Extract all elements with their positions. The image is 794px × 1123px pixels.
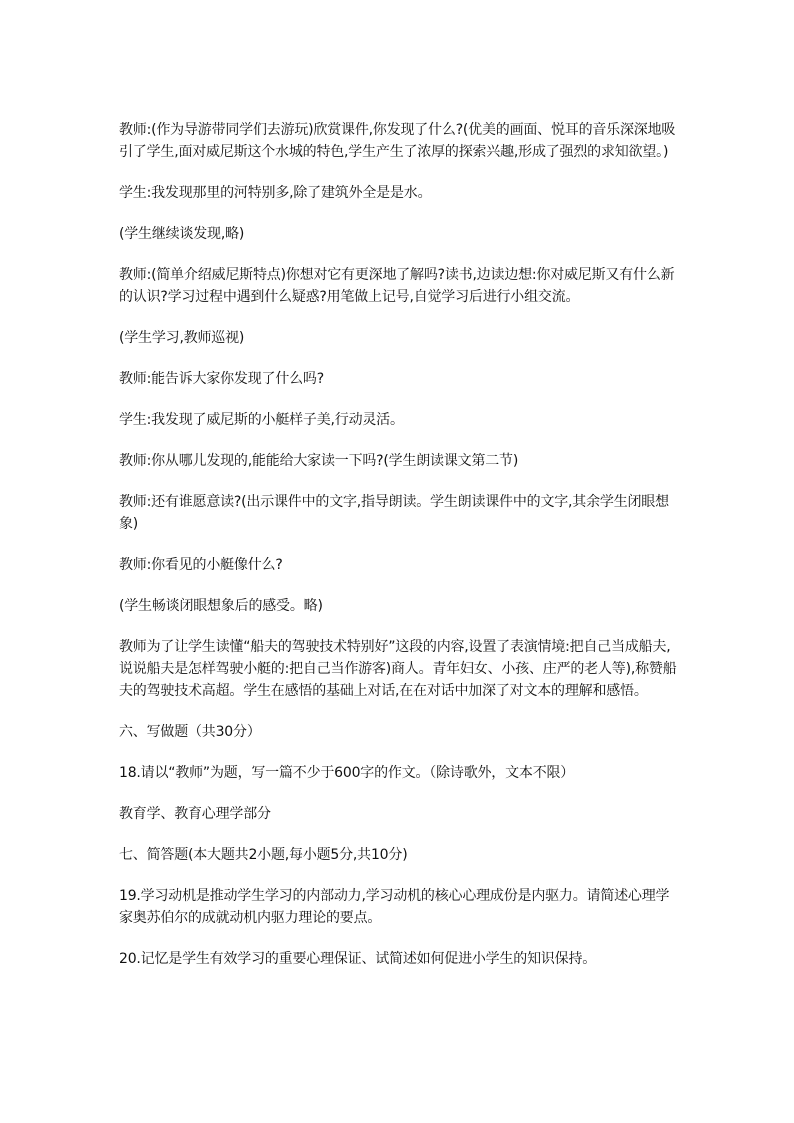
section-heading-short-answer: 七、简答题(本大题共2小题,每小题5分,共10分): [119, 847, 408, 863]
paragraph-teacher-ask: 教师:能告诉大家你发现了什么吗?: [119, 371, 324, 387]
paragraph-student-boat: 学生:我发现了威尼斯的小艇样子美,行动灵活。: [119, 412, 404, 428]
paragraph-teacher-roleplay: 教师为了让学生读懂“船夫的驾驶技术特别好”这段的内容,设置了表演情境:把自己当成船夫,说说船夫是怎样驾驶小艇的:把自己当作游客)商人。青年妇女、小孩、庄严的老人等),称赞船夫的驾驶技术高超。学生在感悟的基础上对话,在在对话中加深了对文本的理解和感悟。: [119, 639, 677, 699]
question-19: 19.学习动机是推动学生学习的内部动力,学习动机的核心心理成份是内驱力。请简述心理学家奥苏伯尔的成就动机内驱力理论的要点。: [119, 888, 670, 926]
document-page: [119, 119, 679, 989]
question-18: 18.请以“教师”为题，写一篇不少于600字的作文。（除诗歌外，文本不限）: [119, 765, 575, 781]
paragraph-teacher-intro: 教师:(作为导游带同学们去游玩)欣赏课件,你发现了什么?(优美的画面、悦耳的音乐深深地吸引了学生,面对威尼斯这个水城的特色,学生产生了浓厚的探索兴趣,形成了强烈的求知欲望。): [119, 122, 676, 160]
section-heading-pedagogy: 教育学、教育心理学部分: [119, 806, 271, 822]
paragraph-student-discuss: (学生继续谈发现,略): [119, 226, 245, 242]
paragraph-teacher-read: 教师:还有谁愿意读?(出示课件中的文字,指导朗读。学生朗读课件中的文字,其余学生闭眼想象): [119, 494, 669, 532]
paragraph-student-feelings: (学生畅谈闭眼想象后的感受。略): [119, 598, 323, 614]
section-heading-writing: 六、写做题（共30分）: [119, 724, 261, 740]
paragraph-teacher-venice: 教师:(简单介绍威尼斯特点)你想对它有更深地了解吗?读书,边读边想:你对威尼斯又有什么新的认识?学习过程中遇到什么疑惑?用笔做上记号,自觉学习后进行小组交流。: [119, 267, 675, 305]
paragraph-student-rivers: 学生:我发现那里的河特别多,除了建筑外全是是水。: [119, 185, 432, 201]
question-20: 20.记忆是学生有效学习的重要心理保证、试简述如何促进小学生的知识保持。: [119, 951, 597, 967]
paragraph-student-study: (学生学习,教师巡视): [119, 330, 245, 346]
paragraph-teacher-boat-like: 教师:你看见的小艇像什么?: [119, 557, 283, 573]
paragraph-teacher-where: 教师:你从哪儿发现的,能能给大家读一下吗?(学生朗读课文第二节): [119, 453, 519, 469]
